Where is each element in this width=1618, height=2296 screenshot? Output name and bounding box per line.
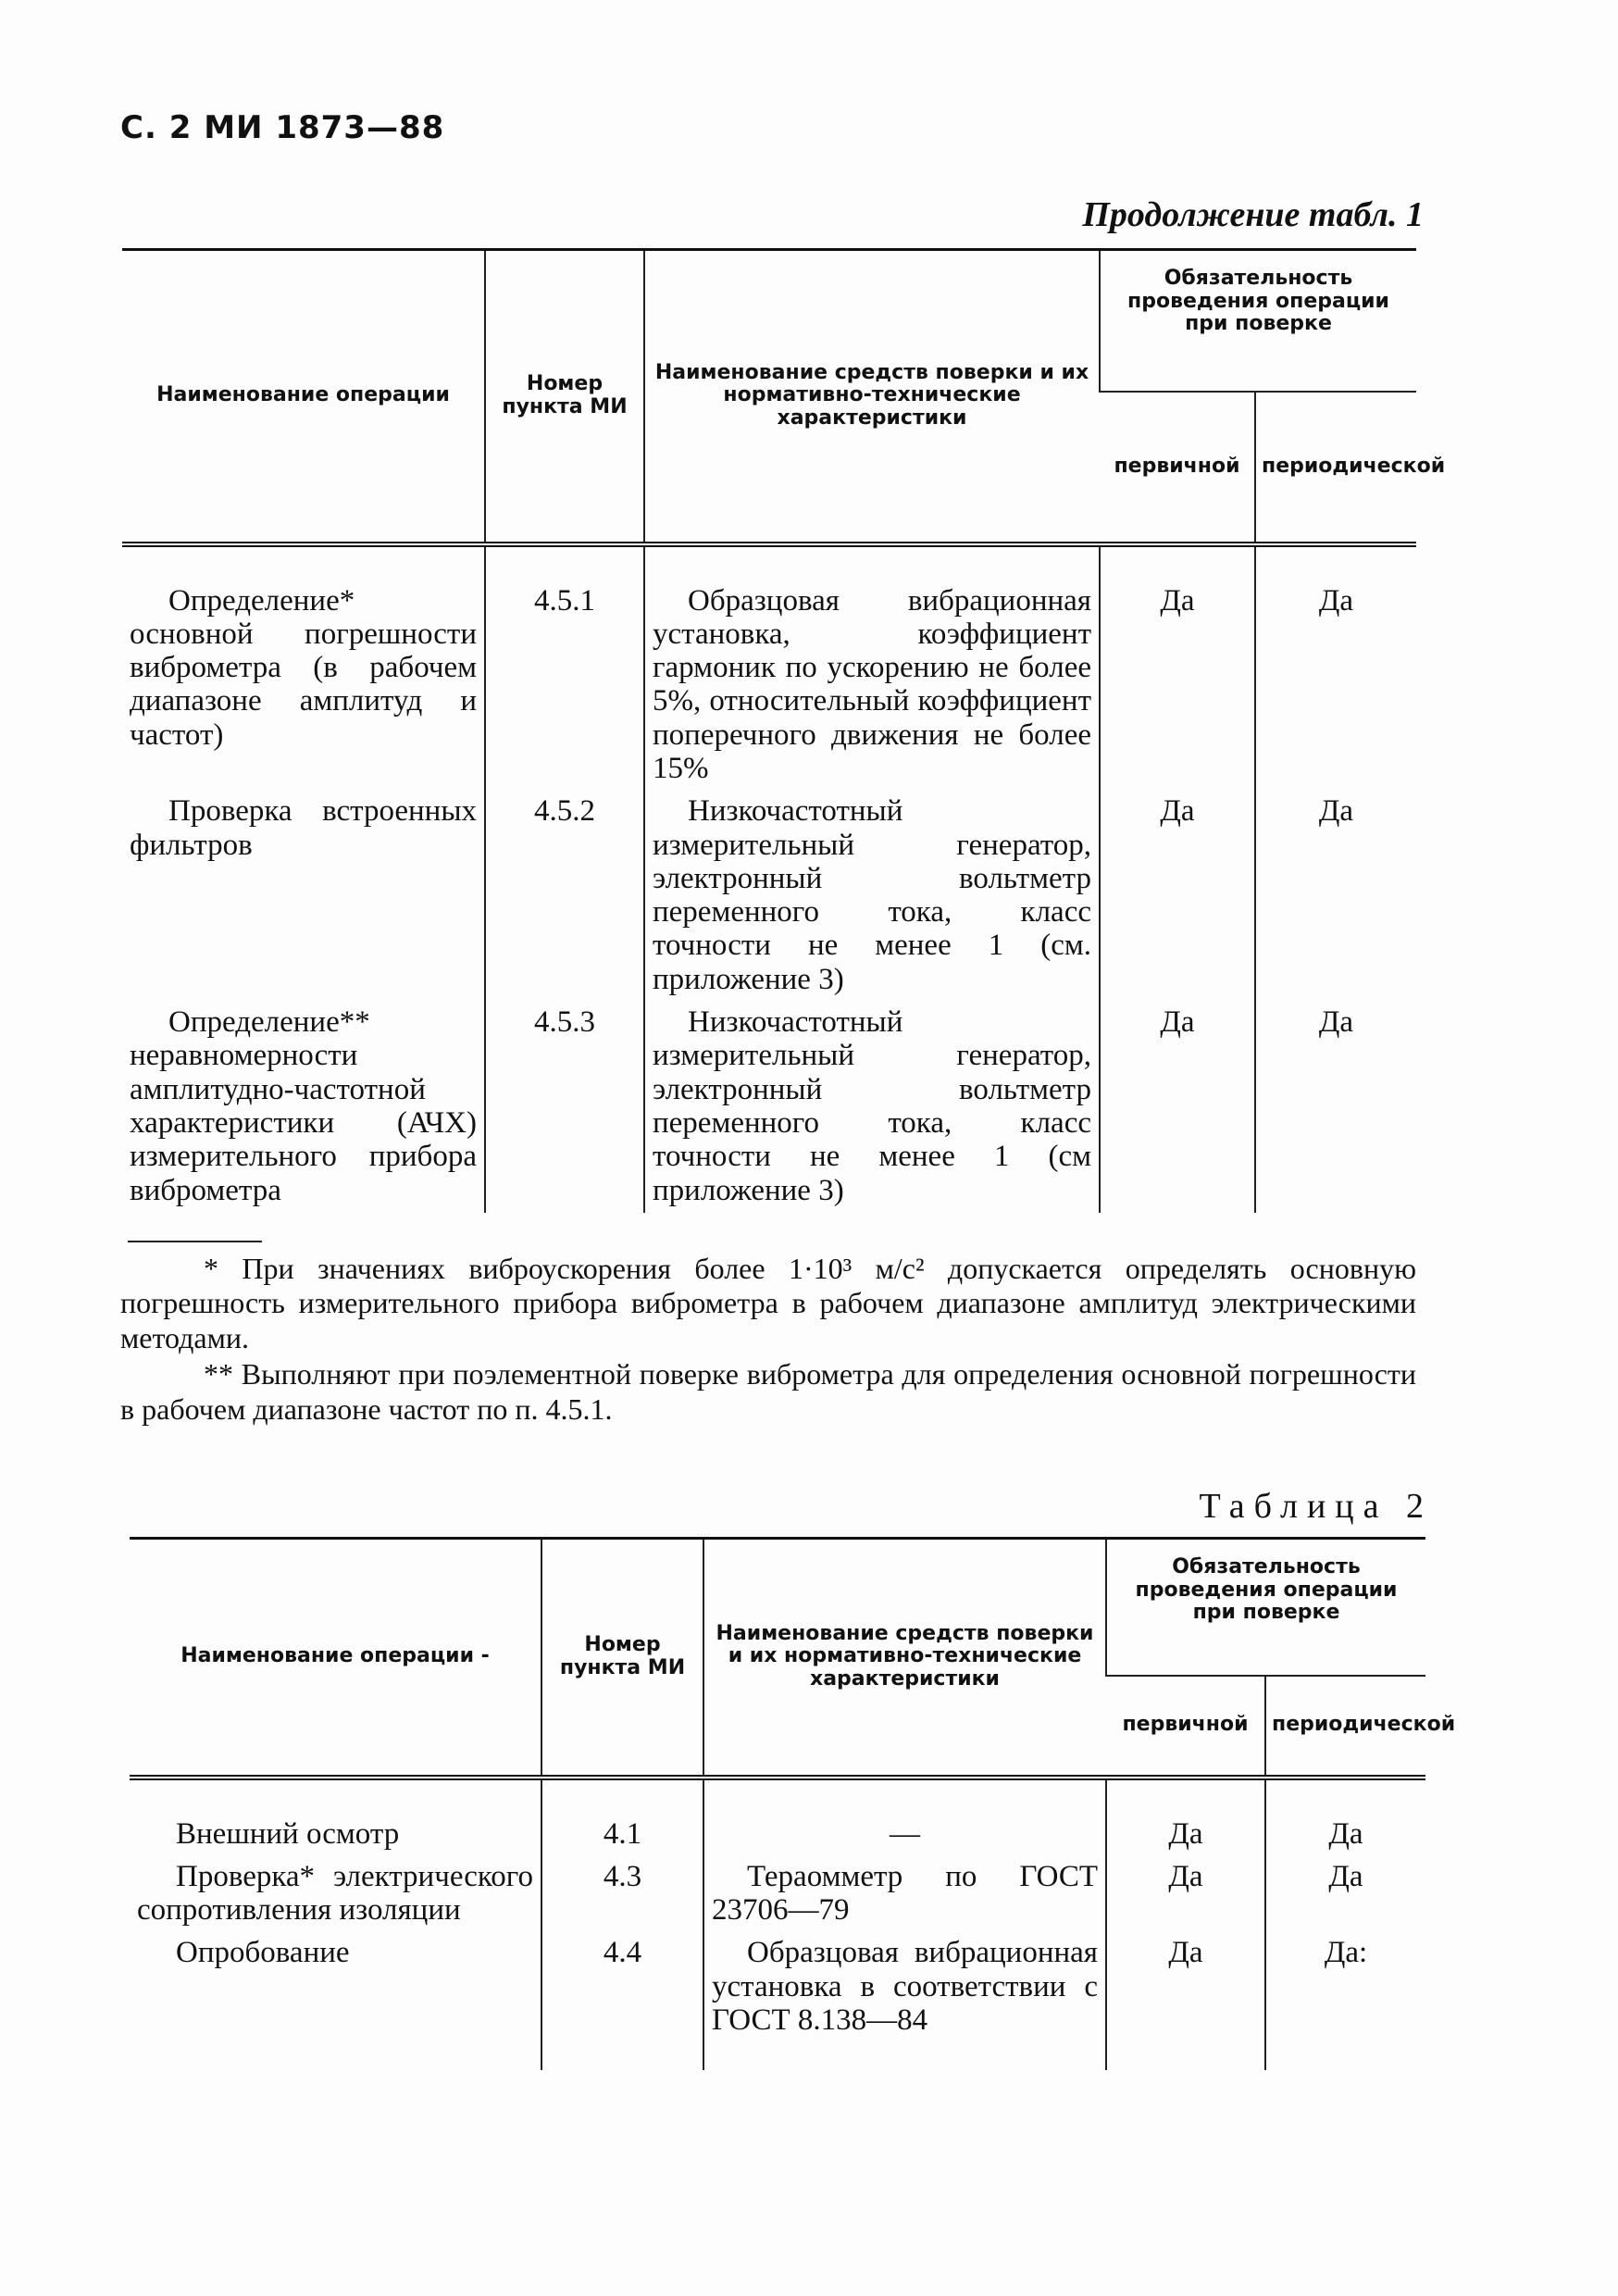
table-row bbox=[130, 1814, 1425, 1856]
cell-periodic: Да bbox=[1255, 791, 1416, 1002]
cell-primary: Да bbox=[1100, 1002, 1255, 1213]
table-2-title: Таблица 2 bbox=[1199, 1487, 1433, 1526]
cell-periodic: Да bbox=[1255, 580, 1416, 792]
cell-operation: Проверка* электрического сопротивления изоляции bbox=[137, 1859, 533, 1928]
cell-periodic: Да bbox=[1265, 1856, 1425, 1933]
cell-means: Образцовая вибрационная установка в соответствии с ГОСТ 8.138—84 bbox=[703, 1932, 1106, 2042]
header-primary: первичной bbox=[1106, 1676, 1265, 1778]
cell-clause: 4.5.2 bbox=[485, 791, 644, 1002]
cell-means: Низкочастотный измерительный генератор, электронный вольтметр переменного тока, класс точности не менее 1 (см. приложение 3) bbox=[644, 791, 1100, 1002]
cell-means: Тераомметр по ГОСТ 23706—79 bbox=[703, 1856, 1106, 1933]
cell-operation: Определение** неравномерности амплитудно-частотной характеристики (АЧХ) измерительного прибора виброметра bbox=[130, 1005, 477, 1207]
cell-primary: Да bbox=[1106, 1856, 1265, 1933]
cell-means: Образцовая вибрационная установка, коэффициент гармоник по ускорению не более 5%, относительный коэффициент поперечного движения не более 15% bbox=[644, 580, 1100, 792]
cell-clause: 4.5.1 bbox=[485, 580, 644, 792]
header-clause: Номер пункта МИ bbox=[541, 1539, 703, 1778]
cell-primary: Да bbox=[1100, 580, 1255, 792]
header-obligation: Обязательность проведения операции при поверке bbox=[1100, 250, 1416, 392]
footnote-rule bbox=[128, 1241, 262, 1242]
running-head: С. 2 МИ 1873—88 bbox=[120, 109, 445, 146]
header-operation: Наименование операции - bbox=[130, 1539, 541, 1778]
cell-periodic: Да: bbox=[1265, 1932, 1425, 2042]
cell-operation: Определение* основной погрешности виброметра (в рабочем диапазоне амплитуд и частот) bbox=[130, 583, 477, 752]
header-primary: первичной bbox=[1100, 392, 1255, 544]
table-row bbox=[130, 1856, 1425, 1933]
cell-primary: Да bbox=[1100, 791, 1255, 1002]
cell-means: — bbox=[703, 1814, 1106, 1856]
cell-periodic: Да bbox=[1255, 1002, 1416, 1213]
table-continuation-label: Продолжение табл. 1 bbox=[1082, 195, 1424, 234]
table-row bbox=[122, 791, 1416, 1002]
header-clause: Номер пункта МИ bbox=[485, 250, 644, 544]
footnote: * При значениях виброускорения более 1·10³ м/с² допускается определять основную погрешность измерительного прибора виброметра в рабочем диапазоне амплитуд электрическими методами. bbox=[120, 1252, 1416, 1354]
cell-operation: Внешний осмотр bbox=[176, 1816, 400, 1851]
cell-primary: Да bbox=[1106, 1932, 1265, 2042]
cell-operation: Опробование bbox=[176, 1936, 350, 1970]
header-obligation: Обязательность проведения операции при поверке bbox=[1106, 1539, 1425, 1676]
footnotes bbox=[120, 1252, 1416, 1429]
header-operation: Наименование операции bbox=[122, 250, 485, 544]
table-2 bbox=[130, 1537, 1456, 2070]
cell-clause: 4.1 bbox=[541, 1814, 703, 1856]
header-periodic: периодической bbox=[1265, 1676, 1425, 1778]
cell-means: Низкочастотный измерительный генератор, электронный вольтметр переменного тока, класс точности не менее 1 (см приложение 3) bbox=[644, 1002, 1100, 1213]
header-means: Наименование средств поверки и их нормативно-технические характеристики bbox=[703, 1539, 1106, 1778]
header-periodic: периодической bbox=[1255, 392, 1416, 544]
table-row bbox=[122, 1002, 1416, 1213]
header-means: Наименование средств поверки и их нормативно-технические характеристики bbox=[644, 250, 1100, 544]
footnote: ** Выполняют при поэлементной поверке виброметра для определения основной погрешности в рабочем диапазоне частот по п. 4.5.1. bbox=[120, 1357, 1416, 1426]
table-1 bbox=[122, 248, 1446, 1213]
cell-clause: 4.3 bbox=[541, 1856, 703, 1933]
table-row bbox=[130, 1932, 1425, 2042]
cell-periodic: Да bbox=[1265, 1814, 1425, 1856]
table-row bbox=[122, 580, 1416, 792]
cell-clause: 4.4 bbox=[541, 1932, 703, 2042]
cell-primary: Да bbox=[1106, 1814, 1265, 1856]
cell-operation: Проверка встроенных фильтров bbox=[130, 794, 477, 862]
cell-clause: 4.5.3 bbox=[485, 1002, 644, 1213]
